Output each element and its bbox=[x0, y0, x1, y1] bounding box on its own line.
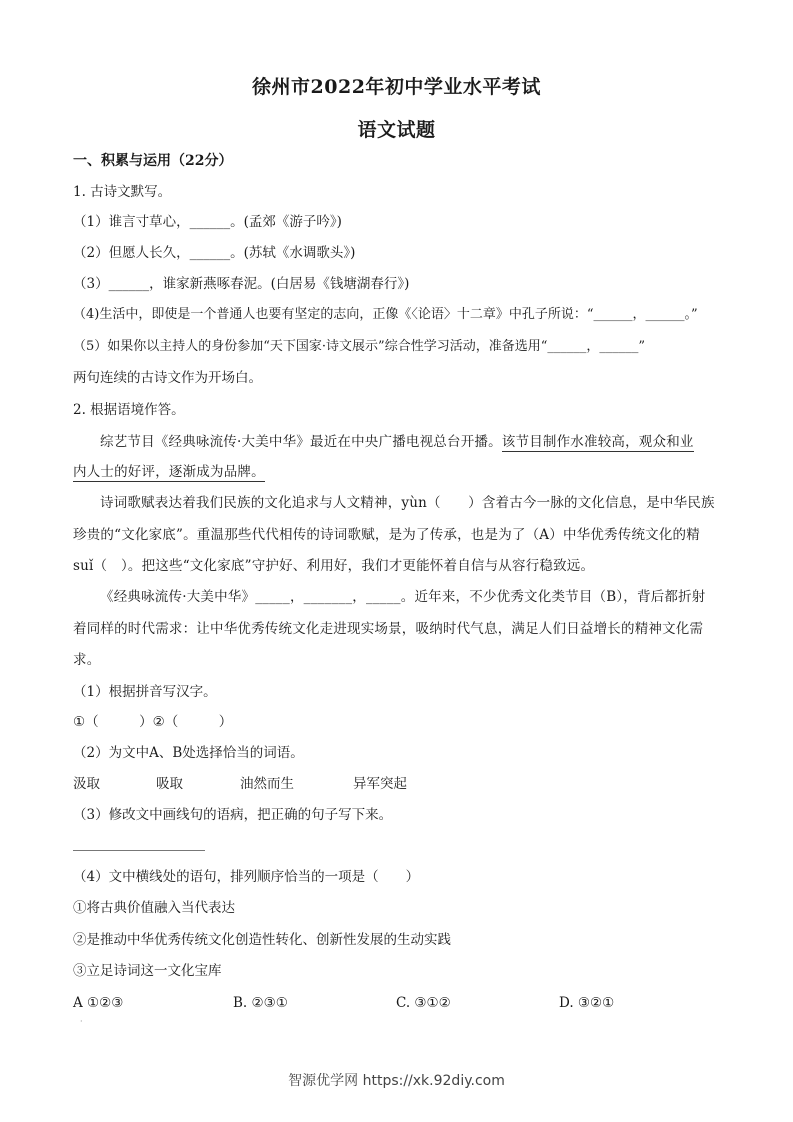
q1-item-5: （5）如果你以主持人的身份参加“天下国家·诗文展示”综合性学习活动，准备选用“______，______” bbox=[73, 339, 645, 354]
q1-item-5-cont: 两句连续的古诗文作为开场白。 bbox=[73, 370, 262, 386]
q2-para1-text: 综艺节目《经典咏流传·大美中华》最近在中央广播电视总台开播。 bbox=[100, 434, 502, 450]
footer-watermark: 智源优学网 https://xk.92diy.com bbox=[288, 1073, 505, 1089]
q2-para2-line2: 珍贵的“文化家底”。重温那些代代相传的诗词歌赋，是为了传承，也是为了（A）中华优秀传统文化的精 bbox=[73, 527, 700, 543]
stray-mark: · bbox=[80, 1017, 83, 1026]
choice-3: 油然而生 bbox=[240, 776, 294, 792]
option-b: B. ②③① bbox=[233, 995, 288, 1011]
q2-sub1-blanks: ①（ ）②（ ） bbox=[73, 714, 233, 730]
q2-para3-line2: 着同样的时代需求：让中华优秀传统文化走进现实场景，吸纳时代气息，满足人们日益增长的精神文化需 bbox=[73, 621, 704, 637]
q2-para1-line1 bbox=[100, 433, 723, 451]
q2-para1-line2 bbox=[73, 463, 723, 481]
q2-underlined-sentence-a: 该节目制作水准较高，观众和业 bbox=[501, 434, 694, 450]
q1-item-1: （1）谁言寸草心，______。(孟郊《游子吟》) bbox=[73, 214, 342, 230]
q2-stem: 2. 根据语境作答。 bbox=[73, 402, 185, 418]
q1-item-3: （3）______，谁家新燕啄春泥。(白居易《钱塘湖春行》) bbox=[73, 276, 410, 292]
choice-1: 汲取 bbox=[73, 776, 100, 792]
q2-para3-line3: 求。 bbox=[73, 652, 101, 668]
q2-para2-line1: 诗词歌赋表达着我们民族的文化追求与人文精神，yùn（ ）含着古今一脉的文化信息，是中华民族 bbox=[100, 495, 715, 511]
section-heading: 一、积累与运用（22分） bbox=[73, 153, 233, 169]
option-a: A ①②③ bbox=[73, 995, 124, 1011]
q2-sub3: （3）修改文中画线句的语病，把正确的句子写下来。 bbox=[73, 807, 393, 823]
q2-sub4-item-2: ②是推动中华优秀传统文化创造性转化、创新性发展的生动实践 bbox=[73, 932, 451, 948]
choice-2: 吸取 bbox=[156, 776, 183, 792]
page-subtitle: 语文试题 bbox=[357, 119, 436, 141]
page-title: 徐州市2022年初中学业水平考试 bbox=[252, 76, 541, 98]
q2-sub2: （2）为文中A、B处选择恰当的词语。 bbox=[73, 745, 304, 761]
q2-sub4-options bbox=[73, 994, 723, 1012]
q1-stem: 1. 古诗文默写。 bbox=[73, 184, 172, 200]
q2-sub1: （1）根据拼音写汉字。 bbox=[73, 684, 217, 700]
q2-para2-line3: suǐ（ ）。把这些“文化家底”守护好、利用好，我们才更能怀着自信与从容行稳致远。 bbox=[73, 558, 595, 574]
answer-line bbox=[73, 850, 205, 851]
q1-item-2: （2）但愿人长久，______。(苏轼《水调歌头》) bbox=[73, 245, 356, 261]
q2-sub2-choices bbox=[73, 775, 723, 793]
q2-sub4-item-1: ①将古典价值融入当代表达 bbox=[73, 900, 235, 916]
q2-underlined-sentence-b: 内人士的好评，逐渐成为品牌。 bbox=[73, 464, 265, 480]
q2-sub4-item-3: ③立足诗词这一文化宝库 bbox=[73, 963, 222, 979]
q2-para3-line1: 《经典咏流传·大美中华》_____，_______，_____。近年来，不少优秀文化类节目（B），背后都折射 bbox=[100, 589, 706, 605]
q1-item-4: （4)生活中，即使是一个普通人也要有坚定的志向，正像《〈论语〉十二章》中孔子所说：“______，______。” bbox=[73, 307, 698, 322]
option-c: C. ③①② bbox=[396, 995, 451, 1011]
choice-4: 异军突起 bbox=[353, 776, 407, 792]
q2-sub4: （4）文中横线处的语句，排列顺序恰当的一项是（ ） bbox=[73, 869, 420, 885]
option-d: D. ③②① bbox=[559, 995, 615, 1011]
